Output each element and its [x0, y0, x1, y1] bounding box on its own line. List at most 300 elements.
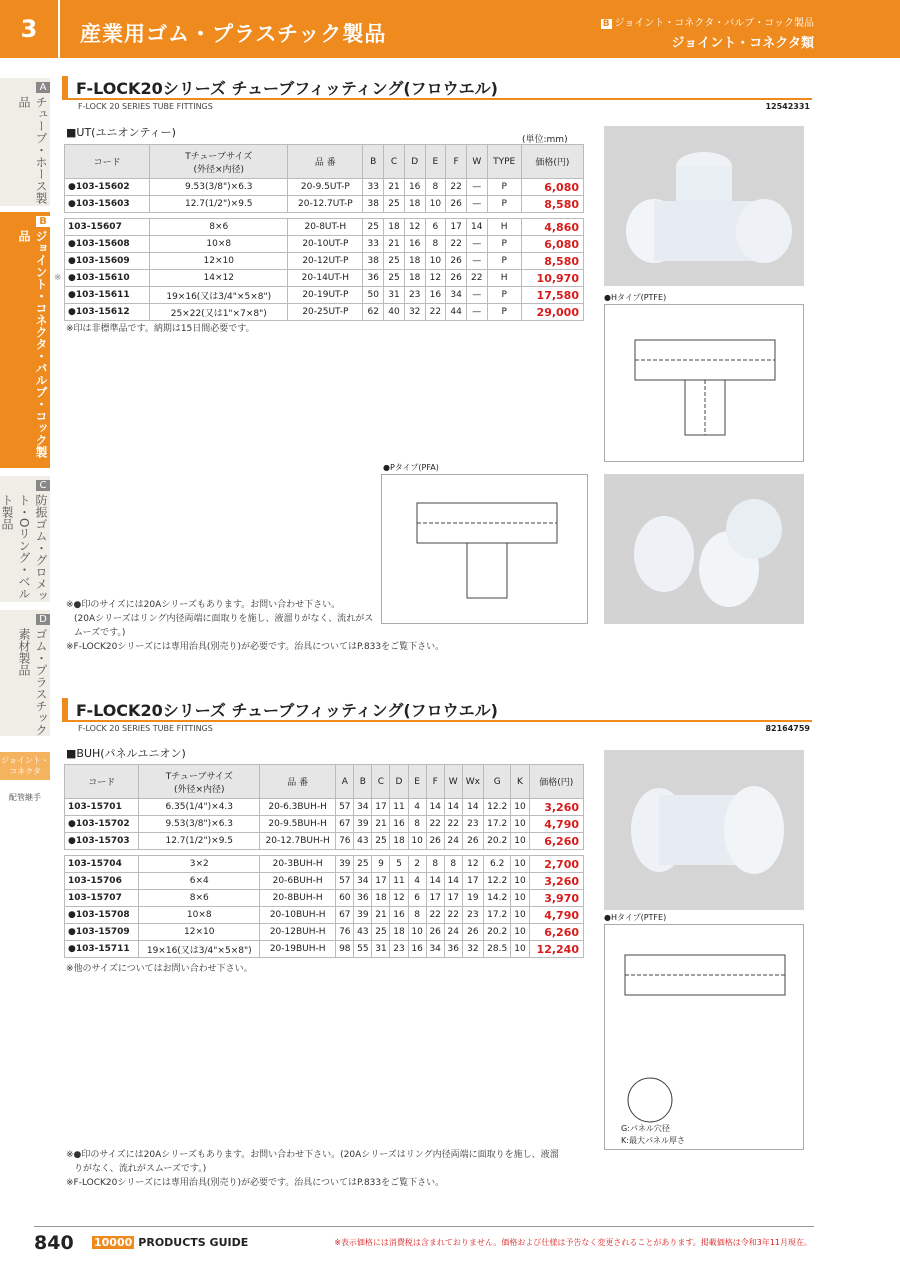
note-line: りがなく、流れがスムーズです。)	[74, 1164, 207, 1174]
cell: 16	[390, 816, 408, 833]
sidebar-tab-b[interactable]	[0, 212, 50, 468]
header-subcategory: ジョイント・コネクタ類	[671, 36, 814, 51]
cell: 11	[390, 873, 408, 890]
cell: 32	[404, 304, 425, 321]
cell: 8×6	[150, 219, 288, 236]
cell: 25	[384, 196, 405, 213]
cell: 10	[408, 833, 426, 850]
tab-label: チューブ・ホース製品	[17, 96, 48, 204]
cell: 25×22(又は1"×7×8")	[150, 304, 288, 321]
cell: 20-10BUH-H	[260, 907, 336, 924]
column-header: K	[511, 765, 529, 799]
product-code: ●103-15610	[65, 270, 150, 287]
cell: 44	[446, 304, 467, 321]
cell: —	[466, 253, 487, 270]
cell: 20-12UT-P	[288, 253, 363, 270]
cell: 39	[336, 856, 354, 873]
g-note: G:パネル穴径	[621, 1124, 670, 1133]
cell: 33	[363, 236, 384, 253]
cell: 14	[462, 799, 483, 816]
cell: 12.2	[483, 799, 511, 816]
htype-diagram	[604, 304, 804, 462]
cell: 9.53(3/8")×6.3	[150, 179, 288, 196]
cell: 34	[354, 873, 372, 890]
cell: 19×16(又は3/4"×5×8")	[150, 287, 288, 304]
product-code: 103-15704	[65, 856, 139, 873]
cell: 38	[363, 196, 384, 213]
cell: 43	[354, 924, 372, 941]
column-header: A	[336, 765, 354, 799]
cell: H	[487, 270, 521, 287]
cell: —	[466, 196, 487, 213]
cell: 60	[336, 890, 354, 907]
cell: 19×16(又は3/4"×5×8")	[139, 941, 260, 958]
tab-label: ジョイント・コネクタ・バルブ・コック製品	[17, 230, 48, 458]
cell: 22	[426, 816, 444, 833]
price: 8,580	[521, 196, 583, 213]
cell: 26	[462, 924, 483, 941]
cell: 3×2	[139, 856, 260, 873]
cell: 21	[384, 236, 405, 253]
column-header: F	[446, 145, 467, 179]
table-row	[65, 270, 584, 287]
table-row	[65, 304, 584, 321]
cell: 57	[336, 799, 354, 816]
cell: 16	[390, 907, 408, 924]
brand	[92, 1236, 248, 1249]
cell: 10	[511, 890, 529, 907]
section1-note2	[66, 598, 445, 654]
ut-photo	[604, 126, 804, 286]
cell: 21	[372, 816, 390, 833]
cell: 26	[426, 833, 444, 850]
ut-table	[64, 144, 584, 321]
cell: 22	[446, 179, 467, 196]
cell: 8×6	[139, 890, 260, 907]
column-header: TYPE	[487, 145, 521, 179]
product-code: ●103-15708	[65, 907, 139, 924]
product-code: ●103-15709	[65, 924, 139, 941]
page-number: 840	[34, 1232, 74, 1254]
cell: 12.2	[483, 873, 511, 890]
table-row	[65, 196, 584, 213]
cell: 14×12	[150, 270, 288, 287]
table-row	[65, 924, 584, 941]
cell: —	[466, 304, 487, 321]
cell: 10	[511, 816, 529, 833]
column-header: C	[384, 145, 405, 179]
cell: 50	[363, 287, 384, 304]
cell: 17	[462, 873, 483, 890]
unit-label: (単位:mm)	[522, 135, 568, 145]
cell: 67	[336, 816, 354, 833]
cell: 16	[404, 179, 425, 196]
section1-subtitle: F-LOCK 20 SERIES TUBE FITTINGS	[78, 102, 213, 111]
section2-note1: ※他のサイズについてはお問い合わせ下さい。	[66, 964, 253, 974]
cell: 12	[425, 270, 446, 287]
cell: 9	[372, 856, 390, 873]
cell: 98	[336, 941, 354, 958]
cell: P	[487, 304, 521, 321]
cell: 17.2	[483, 907, 511, 924]
price: 6,080	[521, 236, 583, 253]
column-header: B	[354, 765, 372, 799]
column-header: E	[408, 765, 426, 799]
cell: 26	[446, 270, 467, 287]
buh-table	[64, 764, 584, 958]
column-header: 品 番	[288, 145, 363, 179]
header-category	[601, 14, 814, 29]
cell: 6	[425, 219, 446, 236]
cell: P	[487, 236, 521, 253]
sidebar-link-joint[interactable]: ジョイント・コネクタ	[0, 752, 50, 780]
cell: 18	[390, 924, 408, 941]
column-header: D	[404, 145, 425, 179]
cell: 10	[511, 799, 529, 816]
tab-letter: B	[36, 216, 50, 227]
sidebar-tab-a[interactable]	[0, 78, 50, 206]
column-header: コード	[65, 145, 150, 179]
cell: 14	[426, 873, 444, 890]
note-line: ※F-LOCK20シリーズには専用治具(別売り)が必要です。治具についてはP.833をご覧下さい。	[66, 1178, 445, 1188]
ptype-photo	[604, 474, 804, 624]
cell: 20-14UT-H	[288, 270, 363, 287]
cell: 21	[372, 907, 390, 924]
cell: 36	[354, 890, 372, 907]
htype-label: ●Hタイプ(PTFE)	[604, 293, 667, 302]
cell: 17	[444, 890, 462, 907]
cell: 12	[404, 219, 425, 236]
cell: 18	[372, 890, 390, 907]
cell: 40	[384, 304, 405, 321]
cell: 62	[363, 304, 384, 321]
cell: H	[487, 219, 521, 236]
cell: 14	[444, 799, 462, 816]
cell: 10	[511, 941, 529, 958]
cell: 25	[363, 219, 384, 236]
column-header: Tチューブサイズ (外径×内径)	[150, 145, 288, 179]
table-row	[65, 219, 584, 236]
ptype-label: ●Pタイプ(PFA)	[383, 463, 439, 472]
cell: 20-19BUH-H	[260, 941, 336, 958]
cell: 8	[444, 856, 462, 873]
tab-letter: A	[36, 82, 50, 93]
cell: 14.2	[483, 890, 511, 907]
cell: 76	[336, 924, 354, 941]
cell: 16	[404, 236, 425, 253]
cell: 12	[390, 890, 408, 907]
cell: 17	[446, 219, 467, 236]
cell: 24	[444, 833, 462, 850]
cell: 10	[511, 833, 529, 850]
product-code: ●103-15711	[65, 941, 139, 958]
cell: 36	[363, 270, 384, 287]
cell: P	[487, 196, 521, 213]
cell: 10	[511, 873, 529, 890]
cell: 10	[511, 856, 529, 873]
section2-notes	[66, 1148, 586, 1190]
cell: 21	[384, 179, 405, 196]
cell: 10	[425, 253, 446, 270]
table-row	[65, 236, 584, 253]
cell: 34	[354, 799, 372, 816]
column-header: E	[425, 145, 446, 179]
cell: 14	[466, 219, 487, 236]
section2-title: F-LOCK20シリーズ チューブフィッティング(フロウエル)	[62, 698, 812, 722]
cell: 5	[390, 856, 408, 873]
cell: 14	[444, 873, 462, 890]
table-row	[65, 907, 584, 924]
cell: 6.35(1/4")×4.3	[139, 799, 260, 816]
product-code: 103-15707	[65, 890, 139, 907]
table-row	[65, 873, 584, 890]
category-badge: B	[602, 19, 610, 29]
cell: —	[466, 179, 487, 196]
cell: 23	[462, 907, 483, 924]
table-row	[65, 253, 584, 270]
brand-text: PRODUCTS GUIDE	[138, 1236, 249, 1249]
cell: 18	[404, 253, 425, 270]
column-header: D	[390, 765, 408, 799]
price: 4,790	[529, 907, 583, 924]
cell: 26	[426, 924, 444, 941]
table-row	[65, 856, 584, 873]
product-code: 103-15607	[65, 219, 150, 236]
cell: 8	[408, 816, 426, 833]
cell: 10	[511, 907, 529, 924]
cell: P	[487, 287, 521, 304]
cell: 26	[446, 196, 467, 213]
cell: P	[487, 253, 521, 270]
section1-note1: ※印は非標準品です。納期は15日間必要です。	[66, 324, 255, 334]
cell: 12×10	[150, 253, 288, 270]
cell: 9.53(3/8")×6.3	[139, 816, 260, 833]
cell: 39	[354, 816, 372, 833]
cell: 18	[404, 270, 425, 287]
cell: 26	[462, 833, 483, 850]
cell: 17	[426, 890, 444, 907]
product-code: ●103-15602	[65, 179, 150, 196]
cell: 8	[426, 856, 444, 873]
price: 12,240	[529, 941, 583, 958]
cell: 25	[372, 833, 390, 850]
cell: 12×10	[139, 924, 260, 941]
buh-htype-label: ●Hタイプ(PTFE)	[604, 913, 667, 922]
section1-title: F-LOCK20シリーズ チューブフィッティング(フロウエル)	[62, 76, 812, 100]
column-header: W	[444, 765, 462, 799]
k-note: K:最大パネル厚さ	[621, 1136, 685, 1145]
table-row	[65, 287, 584, 304]
cell: 36	[444, 941, 462, 958]
buh-diagram	[604, 924, 804, 1150]
cell: 24	[444, 924, 462, 941]
sidebar-link-pipe[interactable]: 配管継手	[9, 793, 41, 802]
column-header: B	[363, 145, 384, 179]
footer-note: ※表示価格には消費税は含まれておりません。価格および仕様は予告なく変更されることがあります。掲載価格は令和3年11月現在。	[334, 1238, 812, 1247]
section2-code: 82164759	[765, 724, 810, 733]
price: 8,580	[521, 253, 583, 270]
cell: 25	[384, 253, 405, 270]
note-line: (20Aシリーズはリング内径両端に面取りを施し、液溜りがなく、流れがスムーズです。)	[74, 614, 374, 638]
price: 17,580	[521, 287, 583, 304]
price: 4,860	[521, 219, 583, 236]
price: 3,260	[529, 873, 583, 890]
cell: 6.2	[483, 856, 511, 873]
section2-subtitle: F-LOCK 20 SERIES TUBE FITTINGS	[78, 724, 213, 733]
product-code: ●103-15612	[65, 304, 150, 321]
price: 29,000	[521, 304, 583, 321]
nonstandard-mark: ※	[54, 273, 62, 283]
product-code: ●103-15609	[65, 253, 150, 270]
price: 6,080	[521, 179, 583, 196]
cell: 10×8	[139, 907, 260, 924]
cell: 76	[336, 833, 354, 850]
cell: 20-9.5UT-P	[288, 179, 363, 196]
table-row	[65, 941, 584, 958]
product-code: 103-15706	[65, 873, 139, 890]
cell: 8	[425, 236, 446, 253]
price: 6,260	[529, 924, 583, 941]
table-row	[65, 799, 584, 816]
cell: 14	[426, 799, 444, 816]
column-header: 価格(円)	[521, 145, 583, 179]
column-header: Tチューブサイズ (外径×内径)	[139, 765, 260, 799]
price: 4,790	[529, 816, 583, 833]
cell: 20-8UT-H	[288, 219, 363, 236]
cell: 32	[462, 941, 483, 958]
brand-number: 10000	[94, 1236, 133, 1249]
column-header: 価格(円)	[529, 765, 583, 799]
note-line: ※●印のサイズには20Aシリーズもあります。お問い合わせ下さい。	[66, 600, 341, 610]
cell: 8	[408, 907, 426, 924]
cell: 20-8BUH-H	[260, 890, 336, 907]
cell: 22	[446, 236, 467, 253]
cell: 17	[372, 873, 390, 890]
cell: 20-9.5BUH-H	[260, 816, 336, 833]
page-title: 産業用ゴム・プラスチック製品	[80, 22, 387, 46]
product-code: ●103-15702	[65, 816, 139, 833]
price: 3,260	[529, 799, 583, 816]
cell: 17.2	[483, 816, 511, 833]
category-label: ジョイント・コネクタ・バルブ・コック製品	[614, 18, 814, 29]
column-header: 品 番	[260, 765, 336, 799]
section1-type: ■UT(ユニオンティー)	[66, 126, 176, 139]
cell: 25	[372, 924, 390, 941]
cell: 26	[446, 253, 467, 270]
cell: 10	[408, 924, 426, 941]
cell: 20-6BUH-H	[260, 873, 336, 890]
cell: 55	[354, 941, 372, 958]
price: 2,700	[529, 856, 583, 873]
sidebar-tab-c[interactable]	[0, 476, 50, 602]
cell: 4	[408, 873, 426, 890]
footer-rule	[34, 1226, 814, 1227]
column-header: F	[426, 765, 444, 799]
cell: 34	[446, 287, 467, 304]
cell: 20-19UT-P	[288, 287, 363, 304]
cell: 6×4	[139, 873, 260, 890]
cell: 20-12BUH-H	[260, 924, 336, 941]
price: 6,260	[529, 833, 583, 850]
note-line: ※●印のサイズには20Aシリーズもあります。お問い合わせ下さい。(20Aシリーズはリング内径両端に面取りを施し、液溜	[66, 1150, 559, 1160]
product-code: 103-15701	[65, 799, 139, 816]
cell: 25	[384, 270, 405, 287]
cell: 17	[372, 799, 390, 816]
column-header: G	[483, 765, 511, 799]
cell: 22	[466, 270, 487, 287]
cell: 57	[336, 873, 354, 890]
cell: 31	[384, 287, 405, 304]
cell: 20-12.7UT-P	[288, 196, 363, 213]
note-line: ※F-LOCK20シリーズには専用治具(別売り)が必要です。治具についてはP.833をご覧下さい。	[66, 642, 445, 652]
cell: 20-3BUH-H	[260, 856, 336, 873]
table-row	[65, 816, 584, 833]
product-code: ●103-15608	[65, 236, 150, 253]
section1-code: 12542331	[765, 102, 810, 111]
table-row	[65, 890, 584, 907]
cell: 20.2	[483, 833, 511, 850]
cell: 39	[354, 907, 372, 924]
cell: —	[466, 287, 487, 304]
tab-letter: D	[36, 614, 50, 625]
cell: 18	[384, 219, 405, 236]
cell: 20.2	[483, 924, 511, 941]
column-header: C	[372, 765, 390, 799]
cell: 18	[404, 196, 425, 213]
product-code: ●103-15703	[65, 833, 139, 850]
cell: 20-10UT-P	[288, 236, 363, 253]
product-code: ●103-15603	[65, 196, 150, 213]
cell: 38	[363, 253, 384, 270]
cell: 12.7(1/2")×9.5	[150, 196, 288, 213]
cell: 34	[426, 941, 444, 958]
cell: 23	[462, 816, 483, 833]
cell: 12	[462, 856, 483, 873]
column-header: W	[466, 145, 487, 179]
chapter-number: 3	[0, 0, 60, 58]
cell: 20-25UT-P	[288, 304, 363, 321]
tab-letter: C	[36, 480, 50, 491]
sidebar-tab-d[interactable]	[0, 610, 50, 736]
ptype-diagram	[381, 474, 588, 624]
tab-label: ゴム・プラスチック素材製品	[17, 628, 48, 736]
cell: 25	[354, 856, 372, 873]
cell: 4	[408, 799, 426, 816]
cell: 10	[511, 924, 529, 941]
cell: 12.7(1/2")×9.5	[139, 833, 260, 850]
cell: 10×8	[150, 236, 288, 253]
section2-type: ■BUH(パネルユニオン)	[66, 747, 186, 760]
table-row	[65, 833, 584, 850]
price: 10,970	[521, 270, 583, 287]
cell: 16	[425, 287, 446, 304]
buh-photo	[604, 750, 804, 910]
tab-label: 防振ゴム・グロメット・Oリング・ベルト製品	[0, 494, 48, 602]
cell: 19	[462, 890, 483, 907]
cell: —	[466, 236, 487, 253]
cell: 22	[444, 816, 462, 833]
cell: 20-6.3BUH-H	[260, 799, 336, 816]
table-row	[65, 179, 584, 196]
cell: 22	[444, 907, 462, 924]
cell: 28.5	[483, 941, 511, 958]
cell: P	[487, 179, 521, 196]
price: 3,970	[529, 890, 583, 907]
cell: 8	[425, 179, 446, 196]
cell: 10	[425, 196, 446, 213]
cell: 43	[354, 833, 372, 850]
cell: 20-12.7BUH-H	[260, 833, 336, 850]
